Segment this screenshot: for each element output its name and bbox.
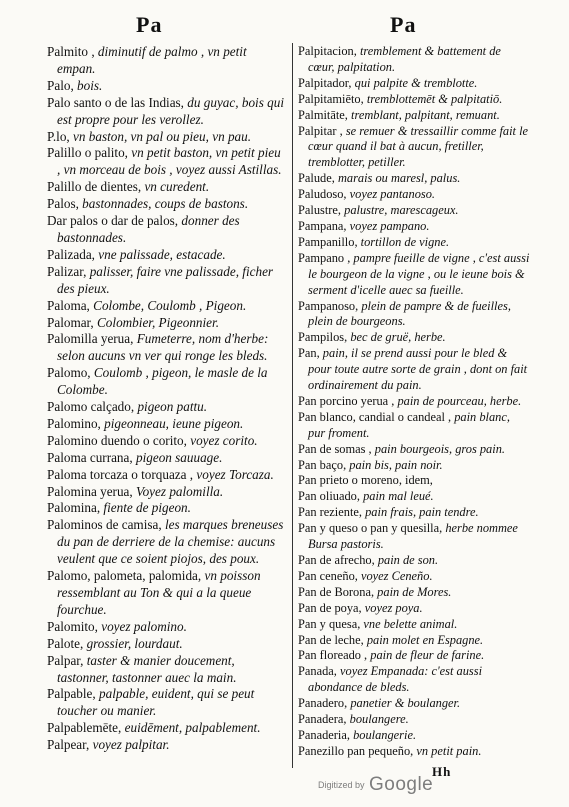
entry-definition: voyez pampano. xyxy=(349,218,430,233)
dictionary-entry xyxy=(298,251,530,299)
entry-headword: Pampana, xyxy=(298,218,347,233)
entry-definition: diminutif de palmo , vn petit empan. xyxy=(57,44,247,76)
entry-definition: pigeon sauuage. xyxy=(135,449,223,465)
entry-headword: Palpear, xyxy=(47,737,90,753)
entry-headword: Palomina yerua, xyxy=(47,483,133,499)
entry-definition: pain de pourceau, herbe. xyxy=(397,393,522,408)
entry-definition: marais ou maresl, palus. xyxy=(337,171,461,186)
entry-headword: Palo santo o de las Indias, xyxy=(47,94,184,110)
entry-definition: pain, il se prend aussi pour le bled & pour toute autre sorte de grain , dont on fait ordinairement du pain. xyxy=(308,346,528,393)
dictionary-entry xyxy=(298,394,530,410)
dictionary-entry xyxy=(298,728,530,744)
entry-headword: Paloma torcaza o torquaza , xyxy=(47,466,194,482)
entry-headword: Palo, xyxy=(47,77,74,93)
entry-definition: palustre, marescageux. xyxy=(344,203,459,218)
entry-definition: pain de fleur de farine. xyxy=(370,648,485,663)
entry-definition: pain de son. xyxy=(377,553,439,567)
left-column xyxy=(47,44,287,754)
entry-headword: Pan de Borona, xyxy=(298,584,375,599)
entry-headword: Palpitar , xyxy=(298,123,343,138)
dictionary-entry xyxy=(298,330,530,346)
dictionary-entry xyxy=(47,686,287,720)
dictionary-entry xyxy=(47,433,287,450)
dictionary-entry xyxy=(298,648,530,664)
entry-headword: Palude, xyxy=(298,171,335,186)
entry-headword: Panaderia, xyxy=(298,727,350,742)
entry-definition: vne palissade, estacade. xyxy=(98,246,226,262)
digitized-watermark xyxy=(318,774,433,796)
entry-headword: Pan de afrecho, xyxy=(298,553,375,567)
entry-headword: Palos, xyxy=(47,196,79,212)
entry-definition: bois. xyxy=(77,77,103,93)
dictionary-entry xyxy=(298,712,530,728)
dictionary-entry xyxy=(298,458,530,474)
entry-headword: Palomo, xyxy=(47,365,91,381)
dictionary-entry xyxy=(298,219,530,235)
dictionary-entry xyxy=(47,129,287,146)
entry-headword: Paloma currana, xyxy=(47,449,133,465)
entry-definition: Voyez palomilla. xyxy=(136,483,224,499)
entry-definition: boulangere. xyxy=(349,712,409,727)
entry-headword: Palomino, xyxy=(47,415,101,431)
dictionary-entry xyxy=(298,585,530,601)
google-logo-text: Google xyxy=(368,774,434,795)
entry-definition: voyez palpitar. xyxy=(92,737,170,753)
dictionary-entry xyxy=(47,78,287,95)
entry-definition: Colombe, Coulomb , Pigeon. xyxy=(93,297,247,313)
entry-definition: pain blanc, pur froment. xyxy=(308,409,510,440)
header-right: Pa xyxy=(390,12,417,37)
dictionary-entry xyxy=(47,737,287,754)
entry-definition: fiente de pigeon. xyxy=(103,500,191,516)
dictionary-entry xyxy=(298,124,530,172)
entry-definition: voyez Torcaza. xyxy=(196,466,274,482)
entry-definition: pampre fueille de vigne , c'est aussi le bourgeon de la vigne , ou le ieune bois & serment d'icelle auec sa fueille. xyxy=(308,250,530,297)
entry-definition: Coulomb , pigeon, le masle de la Colombe. xyxy=(57,365,268,398)
dictionary-entry xyxy=(298,601,530,617)
entry-headword: Pan blanco, candial o candeal , xyxy=(298,409,452,424)
dictionary-entry xyxy=(47,298,287,315)
dictionary-entry xyxy=(47,500,287,517)
entry-headword: Palomo calçado, xyxy=(47,399,135,415)
dictionary-entry xyxy=(47,450,287,467)
entry-headword: Palustre, xyxy=(298,203,342,218)
dictionary-entry xyxy=(47,399,287,416)
entry-headword: Palmitāte, xyxy=(298,107,348,122)
dictionary-entry xyxy=(298,633,530,649)
dictionary-entry xyxy=(47,213,287,247)
entry-definition: vn petit pain. xyxy=(416,743,482,758)
entry-headword: Pan de leche, xyxy=(298,632,364,647)
entry-headword: Palpablemēte, xyxy=(47,720,122,736)
entry-headword: Palizar, xyxy=(47,263,87,279)
entry-headword: Palpitamiēto, xyxy=(298,91,364,106)
dictionary-entry xyxy=(47,517,287,568)
dictionary-entry xyxy=(47,331,287,365)
column-divider xyxy=(292,43,293,768)
entry-headword: Palomina, xyxy=(47,500,101,516)
entry-definition: pain bis, pain noir. xyxy=(349,457,443,472)
entry-definition: pain molet en Espagne. xyxy=(366,632,484,647)
entry-headword: Pan de poya, xyxy=(298,600,362,615)
entry-definition: tortillon de vigne. xyxy=(360,234,450,249)
entry-headword: Palomilla yerua, xyxy=(47,331,134,347)
entry-headword: Palominos de camisa, xyxy=(47,517,162,533)
entry-definition: tremblement & battement de cœur, palpitation. xyxy=(308,44,501,74)
entry-definition: Fumeterre, nom d'herbe: selon aucuns vn ver qui ronge les bleds. xyxy=(57,331,269,364)
entry-definition: pigeonneau, ieune pigeon. xyxy=(104,415,244,431)
entry-headword: Panadera, xyxy=(298,712,347,727)
entry-definition: vn baston, vn pal ou pieu, vn pau. xyxy=(73,128,252,144)
entry-headword: Pampanillo, xyxy=(298,234,358,249)
entry-definition: Colombier, Pigeonnier. xyxy=(97,314,219,330)
entry-headword: Pan floreado , xyxy=(298,648,368,663)
entry-definition: donner des bastonnades. xyxy=(57,213,240,245)
dictionary-entry xyxy=(298,696,530,712)
dictionary-entry xyxy=(298,92,530,108)
entry-headword: Palpitador, xyxy=(298,75,352,90)
dictionary-entry xyxy=(298,569,530,585)
dictionary-entry xyxy=(47,264,287,298)
dictionary-entry xyxy=(298,187,530,203)
entry-definition: pigeon pattu. xyxy=(137,399,208,415)
entry-definition: plein de pampre & de fueilles, plein de bourgeons. xyxy=(308,298,511,329)
entry-headword: Paloma, xyxy=(47,297,90,313)
dictionary-entry xyxy=(298,505,530,521)
dictionary-entry xyxy=(298,521,530,553)
dictionary-entry xyxy=(298,299,530,331)
entry-definition: taster & manier doucement, tastonner, tastonner auec la main. xyxy=(57,652,237,685)
page-header xyxy=(0,12,569,40)
entry-headword: Palizada, xyxy=(47,246,95,262)
entry-headword: Pan ceneño, xyxy=(298,568,358,583)
entry-headword: Palpable, xyxy=(47,686,96,702)
entry-definition: grossier, lourdaut. xyxy=(86,635,183,651)
dictionary-entry xyxy=(298,108,530,124)
entry-definition: tremblottemēt & palpitatiō. xyxy=(366,91,503,106)
entry-definition: du guyac, bois qui est propre pour les verollez. xyxy=(57,94,284,127)
entry-definition: qui palpite & tremblotte. xyxy=(354,75,478,90)
dictionary-entry xyxy=(298,442,530,458)
entry-definition: tremblant, palpitant, remuant. xyxy=(351,107,500,122)
entry-definition: palisser, faire vne palissade, ficher des pieux. xyxy=(57,263,274,296)
dictionary-entry xyxy=(47,315,287,332)
entry-definition: voyez corito. xyxy=(190,432,258,448)
entry-headword: Panada, xyxy=(298,664,337,679)
dictionary-entry xyxy=(47,484,287,501)
dictionary-entry xyxy=(47,416,287,433)
entry-definition: herbe nommee Bursa pastoris. xyxy=(308,521,518,552)
entry-definition: vne belette animal. xyxy=(363,616,458,631)
entry-headword: Palomo, palometa, palomida, xyxy=(47,568,202,584)
entry-definition: vn poisson ressemblant au Ton & qui a la queue fourchue. xyxy=(57,568,261,617)
entry-definition: pain de Mores. xyxy=(377,584,452,599)
entry-definition: pain mal leué. xyxy=(363,489,434,504)
dictionary-entry xyxy=(298,203,530,219)
entry-headword: Pampanoso, xyxy=(298,298,359,313)
dictionary-entry xyxy=(47,636,287,653)
entry-headword: Panezillo pan pequeño, xyxy=(298,743,414,758)
entry-definition: boulangerie. xyxy=(353,727,417,742)
entry-headword: Pan y queso o pan y quesilla, xyxy=(298,521,443,536)
dictionary-entry xyxy=(47,196,287,213)
entry-definition: bastonnades, coups de bastons. xyxy=(82,196,249,212)
entry-headword: Palomino duendo o corito, xyxy=(47,432,187,448)
entry-headword: Paludoso, xyxy=(298,187,347,202)
entry-definition: vn curedent. xyxy=(144,179,210,195)
dictionary-entry xyxy=(298,171,530,187)
entry-headword: Pan porcino yerua , xyxy=(298,393,395,408)
dictionary-entry xyxy=(298,76,530,92)
entry-headword: Pampano , xyxy=(298,250,351,265)
entry-definition: les marques breneuses du pan de derriere de la chemise: aucuns veulent que ce soient piojos, des poux. xyxy=(57,517,284,567)
dictionary-entry xyxy=(47,467,287,484)
dictionary-entry xyxy=(298,664,530,696)
entry-headword: Pan de somas , xyxy=(298,441,372,456)
dictionary-entry xyxy=(298,410,530,442)
entry-definition: panetier & boulanger. xyxy=(350,696,461,711)
dictionary-entry xyxy=(47,720,287,737)
entry-definition: bec de gruë, herbe. xyxy=(350,330,446,345)
signature-mark: Hh xyxy=(432,764,452,779)
entry-definition: euidēment, palpablement. xyxy=(124,720,261,736)
dictionary-entry xyxy=(47,568,287,619)
dictionary-entry xyxy=(47,365,287,399)
entry-headword: Palillo o palito, xyxy=(47,145,128,161)
entry-definition: palpable, euident, qui se peut toucher ou manier. xyxy=(57,686,255,719)
dictionary-entry xyxy=(298,617,530,633)
dictionary-entry xyxy=(47,145,287,179)
dictionary-entry xyxy=(298,346,530,394)
entry-headword: Pan oliuado, xyxy=(298,489,360,504)
entry-headword: Pan, xyxy=(298,346,320,361)
entry-headword: Palpar, xyxy=(47,652,84,668)
entry-definition: voyez palomino. xyxy=(101,618,187,634)
dictionary-entry xyxy=(47,179,287,196)
dictionary-entry xyxy=(298,489,530,505)
dictionary-entry xyxy=(47,44,287,78)
entry-headword: Pan baço, xyxy=(298,457,347,472)
entry-headword: Pan reziente, xyxy=(298,505,362,520)
entry-headword: Dar palos o dar de palos, xyxy=(47,213,179,229)
entry-headword: P.lo, xyxy=(47,128,70,144)
right-column xyxy=(298,44,530,760)
entry-definition: pain frais, pain tendre. xyxy=(365,505,479,520)
entry-definition: vn petit baston, vn petit pieu , vn morceau de bois , voyez aussi Astillas. xyxy=(57,145,282,178)
entry-definition: voyez poya. xyxy=(364,600,423,615)
entry-headword: Palillo de dientes, xyxy=(47,179,142,195)
dictionary-entry xyxy=(298,235,530,251)
entry-headword: Palote, xyxy=(47,635,84,651)
dictionary-entry xyxy=(47,95,287,129)
dictionary-entry xyxy=(298,553,530,569)
dictionary-entry xyxy=(298,744,530,760)
watermark-prefix: Digitized by xyxy=(318,780,365,790)
entry-headword: Palpitacion, xyxy=(298,44,357,58)
entry-headword: Palomito, xyxy=(47,618,98,634)
header-left: Pa xyxy=(136,12,163,37)
dictionary-entry xyxy=(47,653,287,687)
entry-definition: voyez Ceneño. xyxy=(360,568,433,583)
dictionary-entry xyxy=(47,619,287,636)
entry-headword: Pan y quesa, xyxy=(298,616,361,631)
entry-headword: Panadero, xyxy=(298,696,348,711)
dictionary-entry xyxy=(298,473,530,489)
entry-headword: Palmito , xyxy=(47,44,95,59)
entry-headword: Pan prieto o moreno, idem, xyxy=(298,473,433,488)
entry-definition: voyez pantanoso. xyxy=(349,187,435,202)
entry-definition: se remuer & tressaillir comme fait le cœur quand il bat à aucun, fretiller, tremblotter, petiller. xyxy=(308,123,529,170)
entry-definition: pain bourgeois, gros pain. xyxy=(374,441,505,456)
entry-definition: voyez Empanada: c'est aussi abondance de bleds. xyxy=(308,664,483,695)
entry-headword: Palomar, xyxy=(47,314,94,330)
entry-headword: Pampilos, xyxy=(298,330,348,345)
dictionary-entry xyxy=(298,44,530,76)
dictionary-entry xyxy=(47,247,287,264)
